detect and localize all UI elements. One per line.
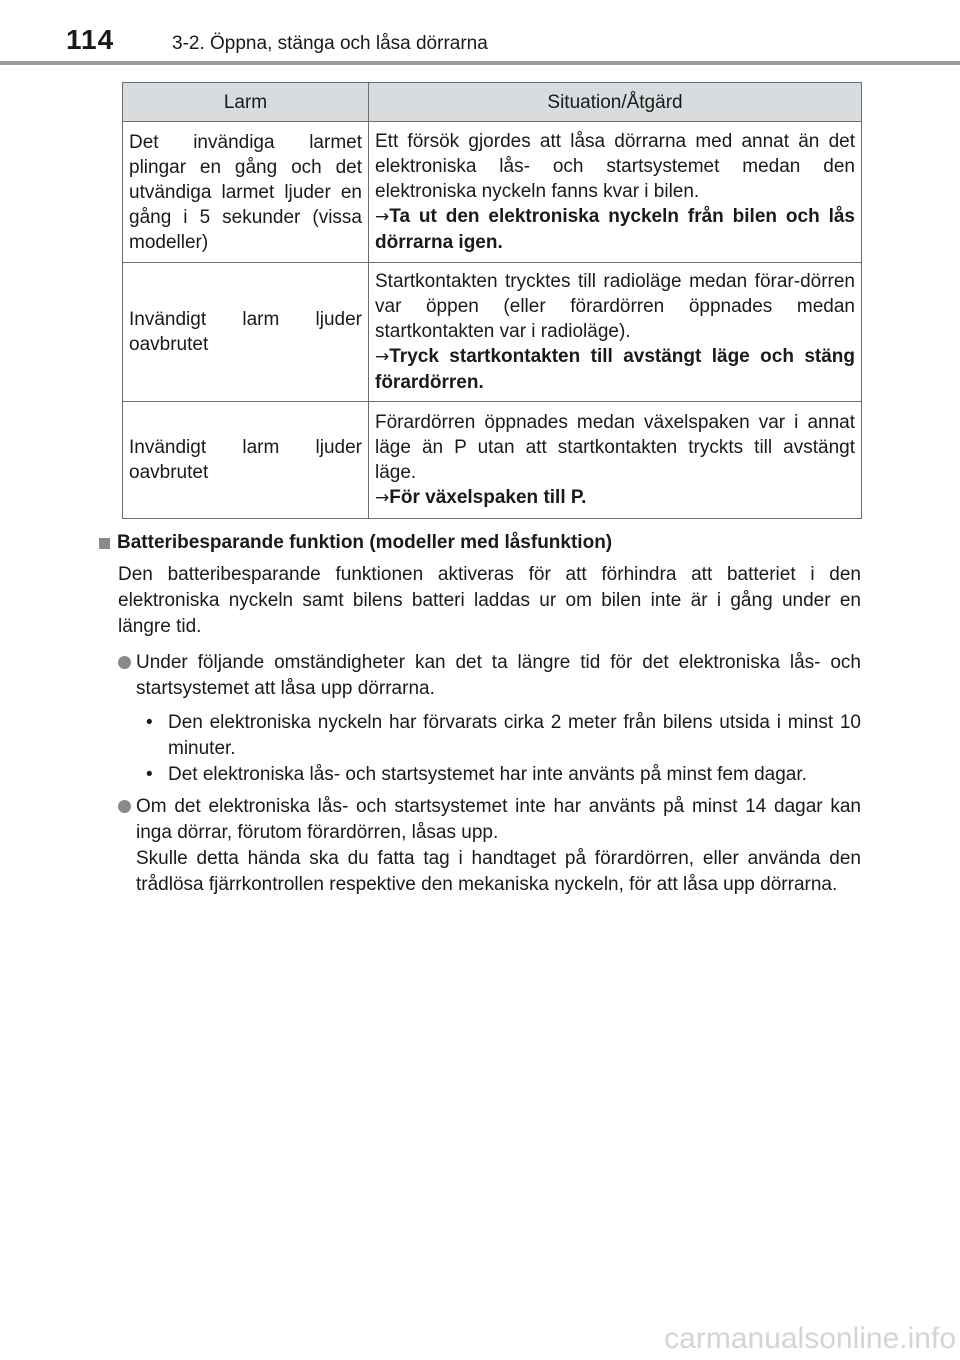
sub-list-item-text: Det elektroniska lås- och startsystemet har inte använts på minst fem dagar.	[168, 764, 807, 785]
situation-text: Startkontakten trycktes till radioläge medan förar-dörren var öppen (eller förardörren öppnades medan startkontakten var i radioläge).	[375, 271, 855, 342]
dot-bullet-icon: •	[146, 764, 153, 785]
sub-list-item-text: Den elektroniska nyckeln har förvarats cirka 2 meter från bilens utsida i minst 10 minuter.	[168, 712, 861, 759]
alarm-cell: Invändigt larm ljuder oavbrutet	[123, 402, 369, 519]
arrow-right-icon: →	[375, 347, 390, 367]
table-header-row	[123, 83, 862, 122]
section-heading	[99, 530, 861, 556]
alarm-cell: Det invändiga larmet plingar en gång och det utvändiga larmet ljuder en gång i 5 sekunder (vissa modeller)	[123, 122, 369, 263]
list-item-text-line1: Om det elektroniska lås- och startsystemet inte har använts på minst 14 dagar kan inga dörrar, förutom förardörren, låsas upp.	[136, 796, 861, 843]
square-bullet-icon	[99, 538, 110, 549]
sub-list-item	[136, 762, 861, 788]
table-row	[123, 122, 862, 263]
section-title: 3-2. Öppna, stänga och låsa dörrarna	[172, 33, 488, 54]
arrow-right-icon: →	[375, 487, 390, 508]
intro-paragraph: Den batteribesparande funktionen aktiveras för att förhindra att batteriet i den elektroniska nyckeln samt bilens batteri laddas ur om bilen inte är i gång under en längre tid.	[118, 564, 861, 637]
list-item-text: Under följande omständigheter kan det ta längre tid för det elektroniska lås- och startsystemet att låsa upp dörrarna.	[136, 652, 861, 699]
circle-bullet-icon	[118, 800, 131, 813]
action-text: Tryck startkontakten till avstängt läge och stäng förardörren.	[375, 346, 855, 393]
situation-cell	[369, 402, 862, 519]
section-heading-text: Batteribesparande funktion (modeller med låsfunktion)	[117, 532, 613, 553]
dot-bullet-icon: •	[146, 712, 153, 733]
action-text: Ta ut den elektroniska nyckeln från bilen och lås dörrarna igen.	[375, 206, 855, 253]
circle-bullet-icon	[118, 656, 131, 669]
situation-cell	[369, 263, 862, 402]
list-item-text-line2: Skulle detta hända ska du fatta tag i handtaget på förardörren, eller använda den trådlösa fjärrkontrollen respektive den mekaniska nyckeln, för att låsa upp dörrarna.	[136, 848, 861, 895]
list-item	[99, 650, 861, 702]
page-number: 114	[66, 24, 115, 55]
table-row	[123, 263, 862, 402]
sub-list	[136, 710, 861, 788]
page-header	[0, 0, 960, 66]
situation-cell	[369, 122, 862, 263]
alarm-cell: Invändigt larm ljuder oavbrutet	[123, 263, 369, 402]
alarm-table	[122, 82, 862, 519]
situation-text: Ett försök gjordes att låsa dörrarna med annat än det elektroniska lås- och startsystemet medan den elektroniska nyckeln fanns kvar i bilen.	[375, 131, 855, 202]
situation-text: Förardörren öppnades medan växelspaken var i annat läge än P utan att startkontakten tryckts till avstängt läge.	[375, 411, 855, 483]
header-divider	[0, 61, 960, 65]
action-text: För växelspaken till P.	[389, 486, 587, 508]
battery-saving-section	[99, 530, 861, 906]
list-item-text	[136, 794, 861, 898]
watermark: carmanualsonline.info	[664, 1322, 956, 1355]
column-header-alarm: Larm	[123, 83, 369, 122]
sub-list-item	[136, 710, 861, 762]
list-item	[99, 794, 861, 898]
table-row	[123, 402, 862, 519]
column-header-situation: Situation/Åtgärd	[369, 83, 862, 122]
arrow-right-icon: →	[375, 207, 390, 227]
